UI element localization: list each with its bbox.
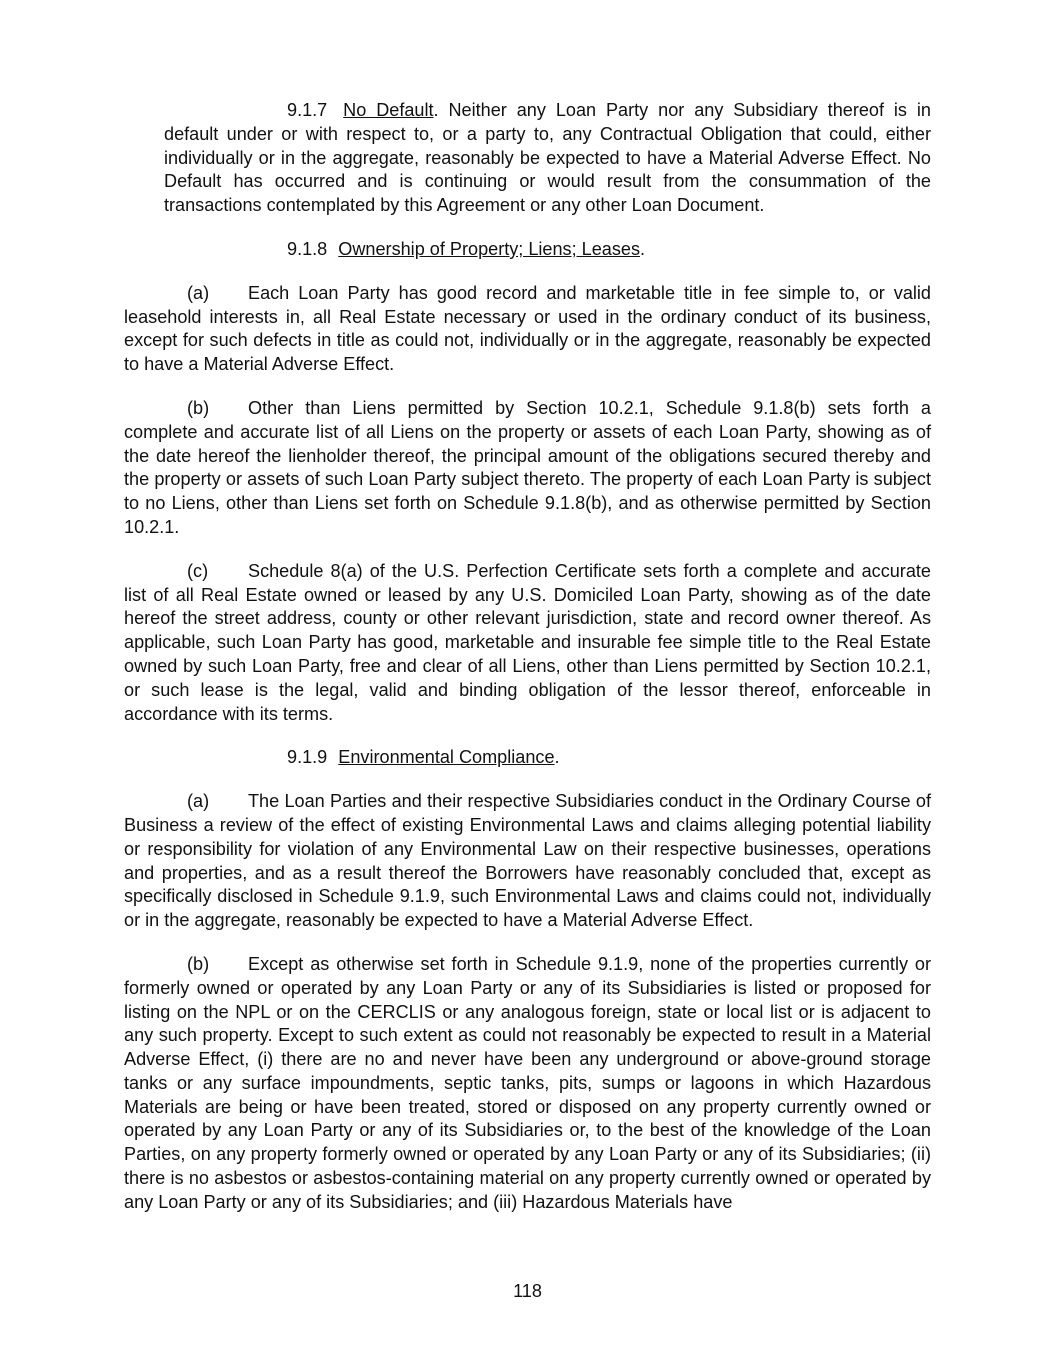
subsection-label: (a) xyxy=(187,791,210,812)
subsection-body: Other than Liens permitted by Section 10.2.1, Schedule 9.1.8(b) sets forth a complete and accurate list of all Liens on the property or assets of each Loan Party, showing as of the date hereof the lienholder thereof, the principal amount of the obligations secured thereby and the property or assets of such Loan Party subject thereto. The property of each Loan Party is subject to no Liens, other than Liens set forth on Schedule 9.1.8(b), and as otherwise permitted by Section 10.2.1. xyxy=(124,397,931,537)
subsection-9-1-9-b xyxy=(124,953,931,1215)
section-number: 9.1.7 xyxy=(287,100,328,120)
section-title: Ownership of Property; Liens; Leases xyxy=(338,238,640,259)
section-title-punct: . xyxy=(640,238,646,259)
document-page xyxy=(124,99,931,1215)
subsection-label: (a) xyxy=(187,282,210,303)
section-title-punct: . xyxy=(554,747,560,768)
subsection-9-1-8-b xyxy=(124,397,931,540)
section-9-1-8-heading xyxy=(124,238,931,262)
subsection-9-1-8-a xyxy=(124,282,931,377)
subsection-label: (c) xyxy=(187,560,209,581)
section-title: Environmental Compliance xyxy=(338,747,555,768)
section-number: 9.1.9 xyxy=(287,747,328,768)
page-number: 118 xyxy=(513,1281,542,1301)
section-9-1-7 xyxy=(124,99,931,218)
section-9-1-9-heading xyxy=(124,746,931,770)
subsection-9-1-8-c xyxy=(124,560,931,727)
subsection-9-1-9-a xyxy=(124,790,931,933)
section-number: 9.1.8 xyxy=(287,238,328,259)
section-title-punct: . xyxy=(433,100,439,120)
subsection-label: (b) xyxy=(187,953,210,974)
section-title: No Default xyxy=(343,100,434,120)
subsection-body: Each Loan Party has good record and marketable title in fee simple to, or valid leasehold interests in, all Real Estate necessary or used in the ordinary conduct of its business, except for such defects in title as could not, individually or in the aggregate, reasonably be expected to have a Material Adverse Effect. xyxy=(124,282,931,375)
subsection-body: Schedule 8(a) of the U.S. Perfection Certificate sets forth a complete and accurate list of all Real Estate owned or leased by any U.S. Domiciled Loan Party, showing as of the date hereof the street address, county or other relevant jurisdiction, state and record owner thereof. As applicable, such Loan Party has good, marketable and insurable fee simple title to the Real Estate owned by such Loan Party, free and clear of all Liens, other than Liens permitted by Section 10.2.1, or such lease is the legal, valid and binding obligation of the lessor thereof, enforceable in accordance with its terms. xyxy=(124,560,931,724)
subsection-body: Except as otherwise set forth in Schedule 9.1.9, none of the properties currently or formerly owned or operated by any Loan Party or any of its Subsidiaries is listed or proposed for listing on the NPL or on the CERCLIS or any analogous foreign, state or local list or is adjacent to any such property. Except to such extent as could not reasonably be expected to result in a Material Adverse Effect, (i) there are no and never have been any underground or above-ground storage tanks or any surface impoundments, septic tanks, pits, sumps or lagoons in which Hazardous Materials are being or have been treated, stored or disposed on any property currently owned or operated by any Loan Party or any of its Subsidiaries or, to the best of the knowledge of the Loan Parties, on any property formerly owned or operated by any Loan Party or any of its Subsidiaries; (ii) there is no asbestos or asbestos-containing material on any property currently owned or operated by any Loan Party or any of its Subsidiaries; and (iii) Hazardous Materials have xyxy=(124,953,931,1212)
subsection-body: The Loan Parties and their respective Subsidiaries conduct in the Ordinary Course of Business a review of the effect of existing Environmental Laws and claims alleging potential liability or responsibility for violation of any Environmental Law on their respective businesses, operations and properties, and as a result thereof the Borrowers have reasonably concluded that, except as specifically disclosed in Schedule 9.1.9, such Environmental Laws and claims could not, individually or in the aggregate, reasonably be expected to have a Material Adverse Effect. xyxy=(124,791,931,931)
subsection-label: (b) xyxy=(187,397,210,418)
section-body: Neither any Loan Party nor any Subsidiary thereof is in default under or with respect to, or a party to, any Contractual Obligation that could, either individually or in the aggregate, reasonably be expected to have a Material Adverse Effect. No Default has occurred and is continuing or would result from the consummation of the transactions contemplated by this Agreement or any other Loan Document. xyxy=(164,100,931,216)
